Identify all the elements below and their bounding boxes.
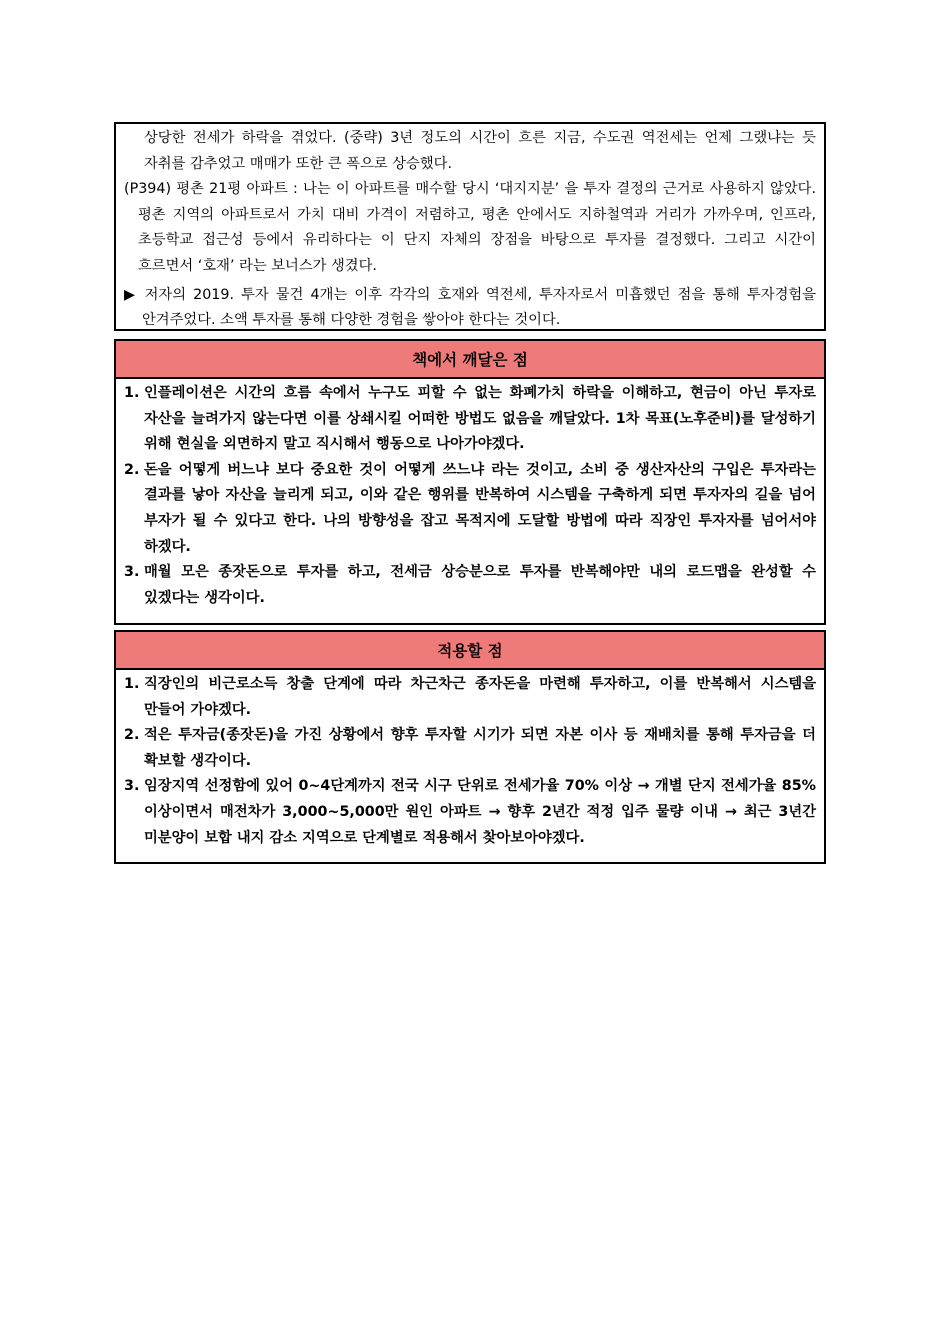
list-item	[124, 458, 816, 560]
item-number: 1.	[124, 385, 140, 401]
item-text: 임장지역 선정함에 있어 0~4단계까지 전국 시구 단위로 전세가율 70% 이상 → 개별 단지 전세가율 85% 이상이면서 매전차가 3,000~5,000만 원인 아파트 → 향후 2년간 적정 입주 물량 이내 → 최근 3년간 미분양이 보합 내지 감소 지역으로 단계별로 적용해서 찾아보아야겠다.	[144, 778, 816, 846]
quote-content	[116, 124, 824, 336]
item-text: 인플레이션은 시간의 흐름 속에서 누구도 피할 수 없는 화폐가치 하락을 이해하고, 현금이 아닌 투자로 자산을 늘려가지 않는다면 이를 상쇄시킬 어떠한 방법도 없음을 깨달았다. 1차 목표(노후준비)를 달성하기 위해 현실을 외면하지 말고 직시해서 행동으로 나아가야겠다.	[144, 385, 816, 453]
apply-list	[124, 672, 816, 851]
apply-title: 적용할 점	[116, 632, 824, 670]
item-number: 3.	[124, 564, 140, 581]
quote-p394: (P394) 평촌 21평 아파트 : 나는 이 아파트를 매수할 당시 ‘대지지분’ 을 투자 결정의 근거로 사용하지 않았다. 평촌 지역의 아파트로서 가치 대비 가격이 저렴하고, 평촌 안에서도 지하철역과 거리가 가까우며, 인프라, 초등학교 접근성 등에서 유리하다는 이 단지 자체의 장점을 바탕으로 투자를 결정했다. 그리고 시간이 흐르면서 ‘호재’ 라는 보너스가 생겼다.	[124, 181, 816, 274]
quote-summary: ▶ 저자의 2019. 투자 물건 4개는 이후 각각의 호재와 역전세, 투자자로서 미흡했던 점을 통해 투자경험을 안겨주었다. 소액 투자를 통해 다양한 경험을 쌓아야 한다는 것이다.	[124, 286, 816, 329]
item-number: 2.	[124, 727, 140, 744]
item-number: 1.	[124, 676, 140, 692]
item-text: 적은 투자금(종잣돈)을 가진 상황에서 향후 투자할 시기가 되면 자본 이사 등 재배치를 통해 투자금을 더 확보할 생각이다.	[144, 727, 816, 769]
item-text: 매월 모은 종잣돈으로 투자를 하고, 전세금 상승분으로 투자를 반복해야만 내의 로드맵을 완성할 수 있겠다는 생각이다.	[144, 564, 816, 606]
item-text: 돈을 어떻게 버느냐 보다 중요한 것이 어떻게 쓰느냐 라는 것이고, 소비 중 생산자산의 구입은 투자라는 결과를 낳아 자산을 늘리게 되고, 이와 같은 행위를 반복하여 시스템을 구축하게 되면 투자자의 길을 넘어 부자가 될 수 있다고 한다. 나의 방향성을 잡고 목적지에 도달할 방법에 따라 직장인 투자자를 넘어서야 하겠다.	[144, 461, 816, 555]
lessons-list	[124, 381, 816, 611]
list-item	[124, 672, 816, 723]
item-text: 직장인의 비근로소득 창출 단계에 따라 차근차근 종자돈을 마련해 투자하고, 이를 반복해서 시스템을 만들어 가야겠다.	[144, 676, 816, 718]
item-number: 3.	[124, 778, 140, 795]
list-item	[124, 560, 816, 611]
list-item	[124, 381, 816, 458]
apply-content	[116, 670, 824, 853]
lessons-title: 책에서 깨달은 점	[116, 341, 824, 379]
list-item	[124, 723, 816, 774]
item-number: 2.	[124, 461, 140, 478]
lessons-content	[116, 379, 824, 613]
quote-continuation: 상당한 전세가 하락을 겪었다. (중략) 3년 정도의 시간이 흐른 지금, 수도권 역전세는 언제 그랬냐는 듯 자취를 감추었고 매매가 또한 큰 폭으로 상승했다.	[144, 130, 816, 172]
apply-box	[114, 630, 826, 864]
lessons-box	[114, 339, 826, 625]
list-item	[124, 774, 816, 851]
quote-box	[114, 122, 826, 331]
